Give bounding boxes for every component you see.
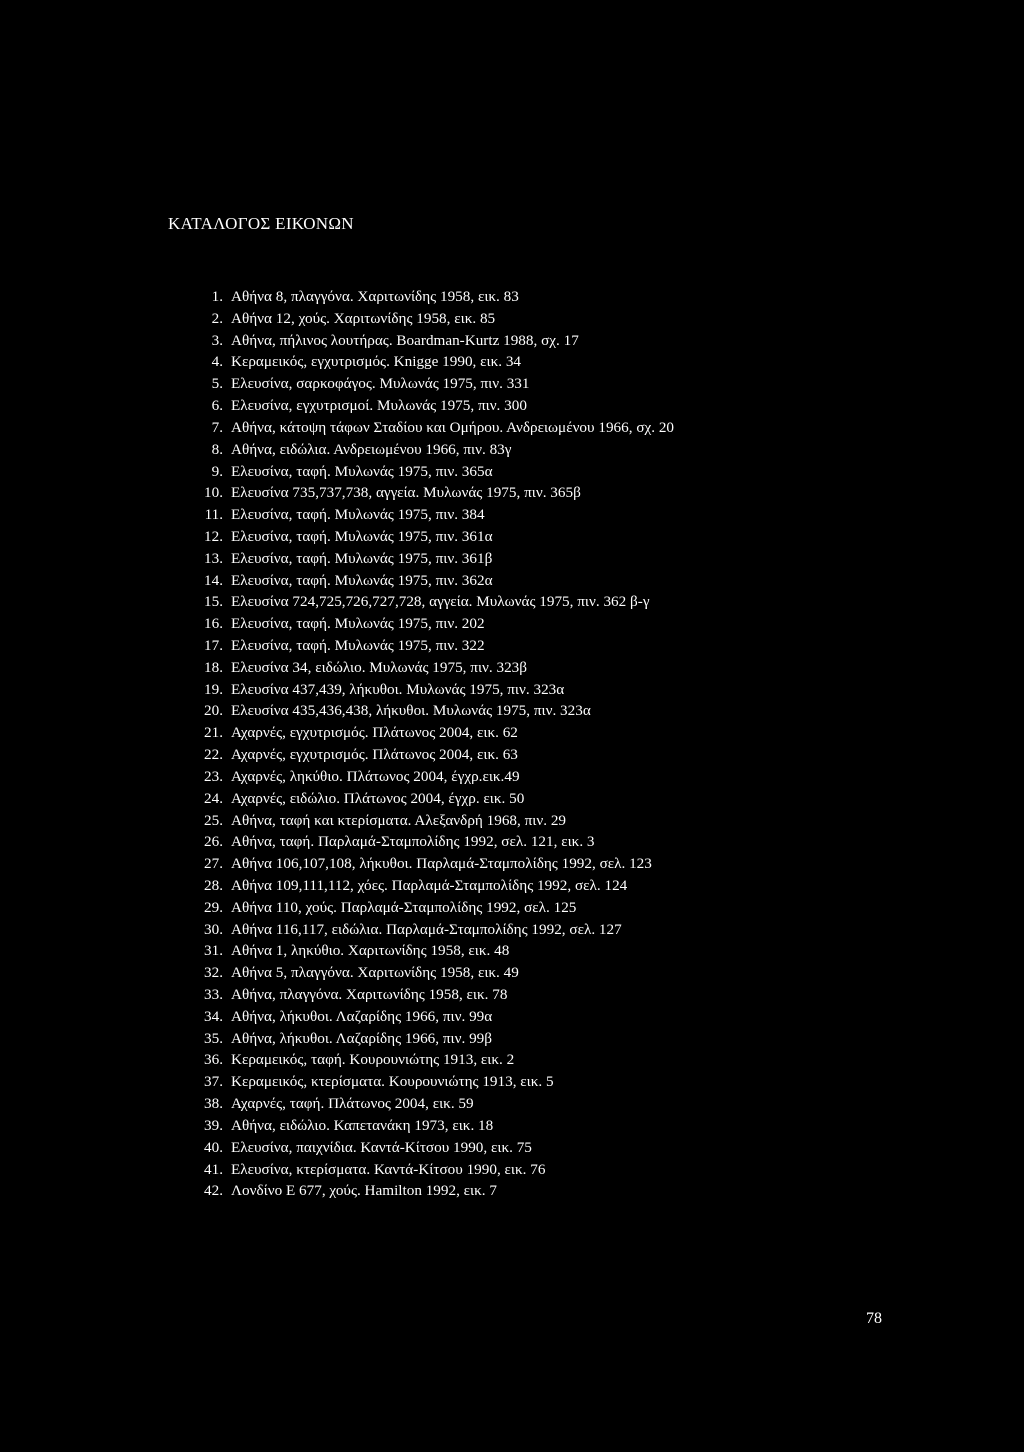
list-item-number: 13. <box>204 549 223 567</box>
list-item-text: Αθήνα 8, πλαγγόνα. Χαριτωνίδης 1958, εικ. 83 <box>231 288 519 305</box>
list-item-number: 23. <box>204 767 223 785</box>
list-item-text: Αθήνα 1, ληκύθιο. Χαριτωνίδης 1958, εικ. 48 <box>231 942 510 960</box>
list-item-number: 5. <box>211 375 223 393</box>
list-item-text: Αθήνα 110, χούς. Παρλαμά-Σταμπολίδης 1992, σελ. 125 <box>231 898 577 916</box>
list-item-number: 3. <box>211 331 223 349</box>
list-item-text: Αθήνα, πλαγγόνα. Χαριτωνίδης 1958, εικ. 78 <box>231 986 508 1003</box>
list-item-text: Ελευσίνα, ταφή. Μυλωνάς 1975, πιν. 322 <box>231 637 485 654</box>
list-item-number: 22. <box>204 746 223 764</box>
list-item-number: 17. <box>204 637 223 654</box>
list-item-number: 2. <box>211 309 223 327</box>
list-item-text: Αθήνα, ταφή και κτερίσματα. Αλεξανδρή 1968, πιν. 29 <box>231 811 567 829</box>
list-item-text: Ελευσίνα, ταφή. Μυλωνάς 1975, πιν. 361β <box>231 549 493 567</box>
list-item-text: Αχαρνές, εγχυτρισμός. Πλάτωνος 2004, εικ. 62 <box>231 724 518 742</box>
list-item-text: Αχαρνές, ειδώλιο. Πλάτωνος 2004, έγχρ. εικ. 50 <box>231 789 525 807</box>
list-item-text: Ελευσίνα, σαρκοφάγος. Μυλωνάς 1975, πιν. 331 <box>231 375 530 393</box>
list-item-number: 29. <box>204 898 223 916</box>
list-item-text: Αθήνα, πήλινος λουτήρας. Boardman-Kurtz 1988, σχ. 17 <box>231 331 579 349</box>
list-item-number: 19. <box>204 680 223 698</box>
list-item-number: 35. <box>204 1029 223 1047</box>
list-item-number: 27. <box>204 855 223 873</box>
list-item-number: 26. <box>204 833 223 851</box>
list-item-text: Ελευσίνα 34, ειδώλιο. Μυλωνάς 1975, πιν. 323β <box>231 658 527 676</box>
list-item-number: 40. <box>204 1138 223 1156</box>
page-title: ΚΑΤΑΛΟΓΟΣ ΕΙΚΟΝΩΝ <box>168 214 354 233</box>
list-item-number: 21. <box>204 724 223 742</box>
list-item-number: 11. <box>204 506 223 524</box>
list-item-text: Ελευσίνα 724,725,726,727,728, αγγεία. Μυλωνάς 1975, πιν. 362 β-γ <box>231 593 650 611</box>
list-item-number: 6. <box>211 397 223 415</box>
list-item-text: Αθήνα, λήκυθοι. Λαζαρίδης 1966, πιν. 99α <box>231 1007 493 1025</box>
list-item-number: 15. <box>204 593 223 611</box>
list-item-text: Αχαρνές, ταφή. Πλάτωνος 2004, εικ. 59 <box>231 1095 474 1113</box>
list-item-number: 8. <box>211 440 223 458</box>
list-item-text: Ελευσίνα, ταφή. Μυλωνάς 1975, πιν. 362α <box>231 571 493 589</box>
list-item-number: 32. <box>204 964 223 982</box>
list-item-text: Ελευσίνα 735,737,738, αγγεία. Μυλωνάς 1975, πιν. 365β <box>231 484 581 502</box>
list-item-text: Κεραμεικός, ταφή. Κουρουνιώτης 1913, εικ. 2 <box>231 1051 515 1069</box>
list-item-number: 31. <box>204 942 223 960</box>
list-item-text: Αθήνα 12, χούς. Χαριτωνίδης 1958, εικ. 85 <box>231 309 496 327</box>
list-item-text: Αχαρνές, εγχυτρισμός. Πλάτωνος 2004, εικ. 63 <box>231 746 518 764</box>
list-item-number: 9. <box>211 462 223 480</box>
list-item-text: Αθήνα 116,117, ειδώλια. Παρλαμά-Σταμπολίδης 1992, σελ. 127 <box>231 920 622 938</box>
list-item-number: 10. <box>204 484 223 502</box>
list-item-number: 1. <box>211 288 223 305</box>
list-item-number: 7. <box>211 418 223 436</box>
page-number: 78 <box>866 1310 882 1327</box>
list-item-number: 39. <box>204 1116 223 1134</box>
list-item-number: 20. <box>204 702 223 720</box>
list-item-text: Ελευσίνα, παιχνίδια. Καντά-Κίτσου 1990, εικ. 75 <box>231 1138 532 1156</box>
list-item-number: 38. <box>204 1095 223 1113</box>
list-item-number: 30. <box>204 920 223 938</box>
list-item-text: Αθήνα 109,111,112, χόες. Παρλαμά-Σταμπολίδης 1992, σελ. 124 <box>231 876 628 894</box>
list-item-number: 37. <box>204 1073 223 1091</box>
list-item-number: 18. <box>204 658 223 676</box>
list-item-number: 42. <box>204 1182 223 1200</box>
list-item-number: 28. <box>204 876 223 894</box>
list-item-text: Ελευσίνα, ταφή. Μυλωνάς 1975, πιν. 365α <box>231 462 493 480</box>
list-item-number: 16. <box>204 615 223 633</box>
list-item-text: Αθήνα, κάτοψη τάφων Σταδίου και Ομήρου. Ανδρειωμένου 1966, σχ. 20 <box>231 418 675 436</box>
list-item-text: Αθήνα, ειδώλιο. Καπετανάκη 1973, εικ. 18 <box>231 1116 494 1134</box>
list-item-text: Αθήνα, ειδώλια. Ανδρειωμένου 1966, πιν. 83γ <box>231 440 512 458</box>
list-item-text: Αχαρνές, ληκύθιο. Πλάτωνος 2004, έγχρ.εικ.49 <box>231 767 520 785</box>
list-item-number: 33. <box>204 986 223 1003</box>
list-item-text: Ελευσίνα, ταφή. Μυλωνάς 1975, πιν. 202 <box>231 615 485 633</box>
list-item-text: Ελευσίνα 437,439, λήκυθοι. Μυλωνάς 1975, πιν. 323α <box>231 680 565 698</box>
list-item-text: Ελευσίνα, εγχυτρισμοί. Μυλωνάς 1975, πιν. 300 <box>231 397 527 415</box>
list-item-text: Αθήνα 5, πλαγγόνα. Χαριτωνίδης 1958, εικ. 49 <box>231 964 519 982</box>
list-item-number: 41. <box>204 1160 223 1178</box>
list-item-number: 12. <box>204 527 223 545</box>
list-item-text: Ελευσίνα, ταφή. Μυλωνάς 1975, πιν. 384 <box>231 506 485 524</box>
list-item-text: Αθήνα, ταφή. Παρλαμά-Σταμπολίδης 1992, σελ. 121, εικ. 3 <box>231 833 595 851</box>
list-item-number: 14. <box>204 571 223 589</box>
list-item-text: Αθήνα 106,107,108, λήκυθοι. Παρλαμά-Σταμπολίδης 1992, σελ. 123 <box>231 855 652 873</box>
list-item-text: Λονδίνο Ε 677, χούς. Hamilton 1992, εικ. 7 <box>231 1182 497 1200</box>
list-item-text: Αθήνα, λήκυθοι. Λαζαρίδης 1966, πιν. 99β <box>231 1029 492 1047</box>
list-item-number: 36. <box>204 1051 223 1069</box>
list-item-text: Ελευσίνα 435,436,438, λήκυθοι. Μυλωνάς 1975, πιν. 323α <box>231 702 591 720</box>
list-item-number: 25. <box>204 811 223 829</box>
list-item-number: 34. <box>204 1007 223 1025</box>
list-item-text: Ελευσίνα, ταφή. Μυλωνάς 1975, πιν. 361α <box>231 527 493 545</box>
list-item-number: 24. <box>204 789 223 807</box>
list-item-text: Κεραμεικός, κτερίσματα. Κουρουνιώτης 1913, εικ. 5 <box>231 1073 554 1091</box>
list-item-number: 4. <box>211 353 223 371</box>
list-item-text: Κεραμεικός, εγχυτρισμός. Knigge 1990, εικ. 34 <box>231 353 522 371</box>
list-item-text: Ελευσίνα, κτερίσματα. Καντά-Κίτσου 1990, εικ. 76 <box>231 1160 546 1178</box>
